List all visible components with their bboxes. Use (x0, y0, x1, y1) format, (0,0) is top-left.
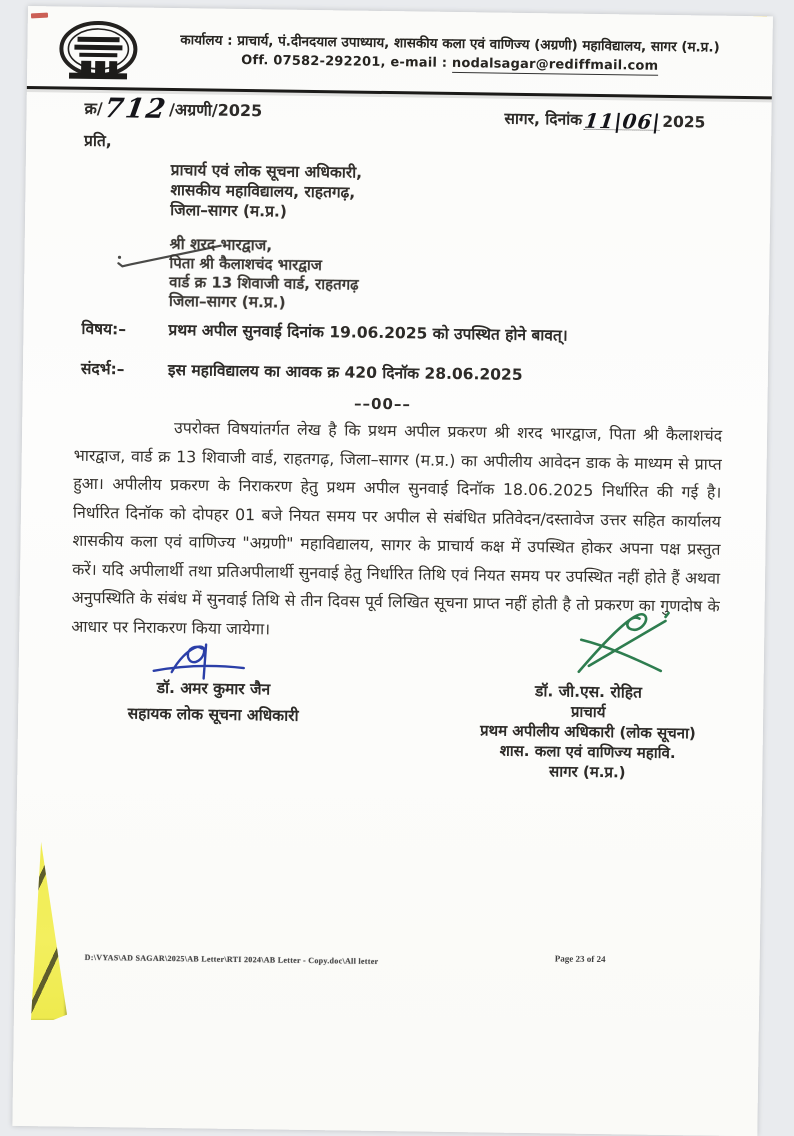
section-divider: ––00–– (353, 394, 412, 414)
signatory-name: डॉ. जी.एस. रोहित (534, 682, 642, 702)
signatory-title: सहायक लोक सूचना अधिकारी (127, 704, 299, 725)
college-emblem-logo (57, 20, 140, 83)
signatory-title: शास. कला एवं वाणिज्य महावि. (499, 741, 676, 763)
recipient-appellant-address (169, 235, 360, 314)
date-handwritten: 11|06| (582, 108, 662, 134)
place-date-label: सागर, दिनांक (504, 109, 583, 129)
footer-file-path: D:\VYAS\AD SAGAR\2025\AB Letter\RTI 2024\AB Letter - Copy.doc\All letter (84, 952, 379, 966)
subject-text: प्रथम अपील सुनवाई दिनांक 19.06.2025 को उपस्थित होने बावत्। (168, 320, 568, 345)
address-line: श्री शरद भारद्वाज, (169, 235, 273, 255)
signatory-title: प्राचार्य (570, 702, 606, 722)
salutation: प्रति, (83, 131, 112, 151)
address-line: पिता श्री कैलाशचंद भारद्वाज (169, 254, 323, 275)
outward-number (84, 93, 263, 125)
ref-prefix: क्र/ (84, 98, 103, 119)
reference-text: इस महाविद्यालय का आवक क्र 420 दिनॉक 28.06.2025 (167, 360, 523, 384)
address-line: जिला–सागर (म.प्र.) (170, 201, 288, 221)
signature-block-right (437, 604, 739, 784)
signatory-title: सागर (म.प्र.) (549, 762, 626, 782)
letterhead-email: nodalsagar@rediffmail.com (451, 55, 659, 74)
recipient-office-address (170, 160, 362, 223)
ref-suffix: /अग्रणी/2025 (168, 99, 263, 121)
ref-number-handwritten: 712 (102, 93, 170, 125)
signature-block-left (93, 637, 334, 726)
letterhead-phone: Off. 07582-292201, e-mail : (241, 52, 453, 71)
signatory-title: प्रथम अपीलीय अधिकारी (लोक सूचना) (479, 721, 696, 743)
letter-page (12, 6, 773, 1136)
signature-ink-green (439, 604, 740, 680)
subject-label: विषय:– (81, 319, 127, 339)
address-line: प्राचार्य एवं लोक सूचना अधिकारी, (170, 161, 363, 182)
address-line: वार्ड क्र 13 शिवाजी वार्ड, राहतगढ़ (169, 272, 359, 294)
scan-red-mark (31, 13, 48, 19)
date-year: 2025 (662, 112, 706, 132)
footer-page-number: Page 23 of 24 (554, 953, 606, 965)
letterhead-office-line: कार्यालय : प्राचार्य, पं.दीनदयाल उपाध्याय, शासकीय कला एवं वाणिज्य (अग्रणी) महाविद्यालय, सागर (म.प्र.) (180, 32, 720, 56)
address-line: शासकीय महाविद्यालय, राहतगढ़, (170, 181, 356, 202)
signatory-name: डॉ. अमर कुमार जैन (156, 678, 271, 699)
address-line: जिला–सागर (म.प्र.) (168, 291, 286, 312)
letter-body: उपरोक्त विषयांतर्गत लेख है कि प्रथम अपील प्रकरण श्री शरद भारद्वाज, पिता श्री कैलाशचंद भारद्वाज, वार्ड क्र 13 शिवाजी वार्ड, राहतगढ़, जिला–सागर (म.प्र.) का अपीलीय आवेदन डाक के माध्यम से प्राप्त हुआ। अपीलीय प्रकरण के निराकरण हेतु प्रथम अपील सुनवाई दिनॉक 18.06.2025 निर्धारित की गई है। निर्धारित दिनॉक को दोपहर 01 बजे नियत समय पर अपील से संबंधित प्रतिवेदन/दस्तावेज उत्तर सहित कार्यालय शासकीय कला एवं वाणिज्य "अग्रणी" महाविद्यालय, सागर के प्राचार्य कक्ष में उपस्थित होकर अपना पक्ष प्रस्तुत करें। यदि अपीलार्थी तथा प्रतिअपीलार्थी सुनवाई हेतु निर्धारित तिथि एवं नियत समय पर उपस्थित नहीं होते हैं अथवा अनुपस्थिति के संबंध में सुनवाई तिथि से तीन दिवस पूर्व लिखित सूचना प्राप्त नहीं होती है तो प्रकरण का गुणदोष के आधार पर निराकरण किया जायेगा। (71, 418, 723, 638)
place-date (504, 107, 705, 132)
reference-label: संदर्भ:– (80, 359, 125, 379)
